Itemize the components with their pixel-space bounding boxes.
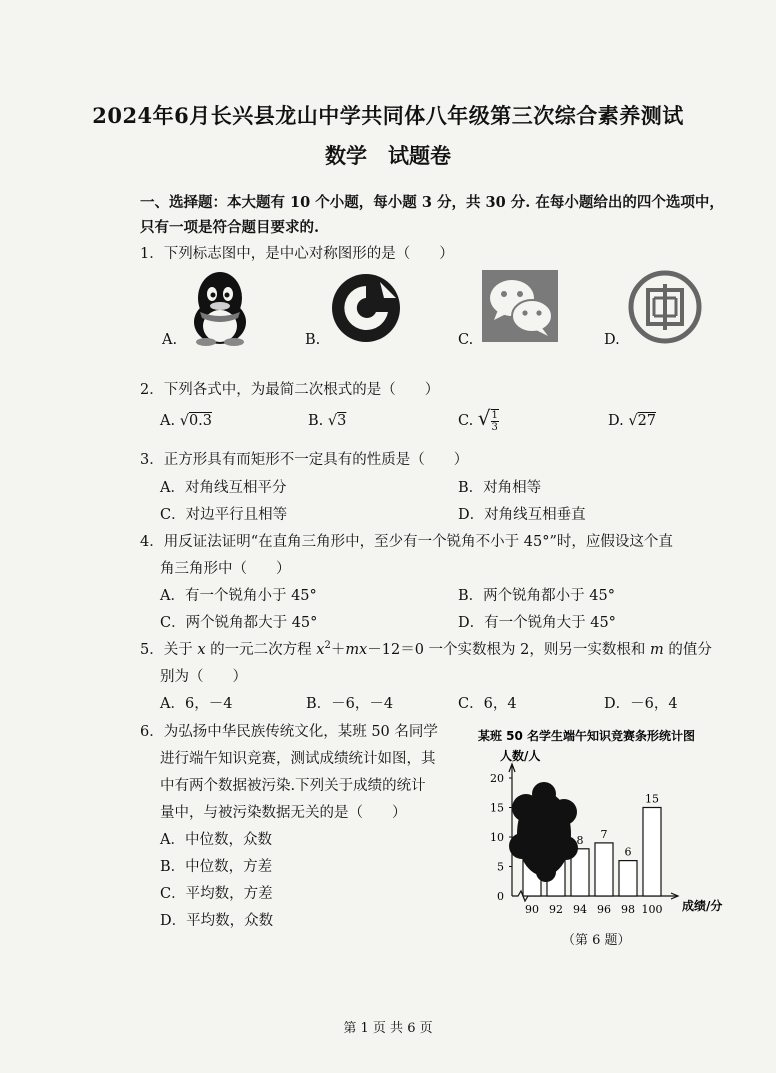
q5-text: 5．关于 xyxy=(140,642,198,658)
q3-option-b: B．对角相等 xyxy=(458,480,542,496)
x-tick-label: 94 xyxy=(573,903,587,916)
q4-option-a: A．有一个锐角小于 45° xyxy=(160,588,317,604)
q5-var-m: m xyxy=(649,642,664,658)
q3-stem: 3．正方形具有而矩形不一定具有的性质是（ ） xyxy=(140,452,469,468)
x-tick-label: 92 xyxy=(549,903,563,916)
page-footer: 第 1 页 共 6 页 xyxy=(343,1021,433,1036)
q2-a-label: A. xyxy=(160,413,176,429)
q6-option-a: A．中位数，众数 xyxy=(160,832,272,848)
q2-stem: 2．下列各式中，为最简二次根式的是（ ） xyxy=(140,382,440,398)
q2-b-radicand: 3 xyxy=(337,413,347,429)
q5-stem-line2: 别为（ ） xyxy=(160,669,247,685)
q5-eq-exponent: 2 xyxy=(324,640,331,652)
q2-option-c xyxy=(458,406,499,433)
penguin-icon xyxy=(186,270,254,346)
q1-stem: 1．下列标志图中，是中心对称图形的是（ ） xyxy=(140,246,454,262)
q2-c-den: 3 xyxy=(491,422,498,433)
bar-data-label: 6 xyxy=(624,845,632,859)
chart-x-label: 成绩/分 xyxy=(682,899,723,913)
q1-option-c-label: C. xyxy=(458,332,474,348)
q2-c-label: C. xyxy=(458,413,474,429)
q6-option-b: B．中位数，方差 xyxy=(160,859,273,875)
q5-text: 的值分 xyxy=(663,642,712,658)
q5-option-c: C．6，4 xyxy=(458,696,517,712)
q2-b-label: B. xyxy=(308,413,324,429)
sqrt-symbol: √ xyxy=(327,413,338,429)
q2-c-fraction xyxy=(491,409,499,433)
ink-blot xyxy=(509,833,535,859)
q5-option-d: D．－6，4 xyxy=(604,696,678,712)
q5-text: 的一元二次方程 xyxy=(205,642,317,658)
q2-c-num: 1 xyxy=(491,410,498,421)
exam-subtitle: 数学 试题卷 xyxy=(325,143,451,168)
q5-eq-mx: mx xyxy=(345,642,368,658)
ink-blot xyxy=(532,782,556,806)
chart-ticks xyxy=(490,772,512,903)
bank-c-logo-icon xyxy=(330,272,402,344)
q6-figure-caption: （第 6 题） xyxy=(562,933,631,948)
q6-option-c: C．平均数，方差 xyxy=(160,886,273,902)
q4-option-b: B．两个锐角都小于 45° xyxy=(458,588,615,604)
q4-stem-line2: 角三角形中（ ） xyxy=(160,561,291,577)
q5-option-a: A．6，－4 xyxy=(160,696,233,712)
x-tick-label: 98 xyxy=(621,903,635,916)
q2-d-label: D. xyxy=(608,413,624,429)
q6-stem-line1: 6．为弘扬中华民族传统文化，某班 50 名同学 xyxy=(140,724,438,740)
q6-stem-line2: 进行端午知识竞赛，测试成绩统计如图，其 xyxy=(160,751,436,767)
section-heading-line1: 一、选择题：本大题有 10 个小题，每小题 3 分，共 30 分. 在每小题给出的四个选项中， xyxy=(140,194,724,211)
sqrt-symbol: √ xyxy=(179,413,189,429)
q4-stem-line1: 4．用反证法证明“在直角三角形中，至少有一个锐角不小于 45°”时，应假设这个直 xyxy=(140,534,673,550)
section-heading-line2: 只有一项是符合题目要求的. xyxy=(140,219,320,236)
q1-option-d-label: D. xyxy=(604,332,620,348)
bar-96 xyxy=(595,843,613,896)
ink-blot xyxy=(554,836,578,860)
bar-data-label: 7 xyxy=(600,827,608,841)
q2-d-radicand: 27 xyxy=(637,413,657,429)
chart-x-tick-labels xyxy=(525,903,663,916)
q4-option-c: C．两个锐角都大于 45° xyxy=(160,615,318,631)
q5-stem-line1 xyxy=(140,638,712,659)
x-tick-label: 96 xyxy=(597,903,611,916)
q4-option-d: D．有一个锐角大于 45° xyxy=(458,615,616,631)
q3-option-a: A．对角线互相平分 xyxy=(160,480,287,496)
y-tick-label: 0 xyxy=(497,890,504,903)
chat-bubbles-icon xyxy=(482,270,558,342)
bank-seal-icon xyxy=(628,270,702,344)
ink-blot xyxy=(536,862,556,882)
q1-option-b-label: B. xyxy=(305,332,321,348)
q6-option-d: D．平均数，众数 xyxy=(160,913,274,929)
q2-a-radicand: 0.3 xyxy=(188,413,213,429)
sqrt-symbol: √ xyxy=(477,406,491,430)
q5-text: －12＝0 一个实数根为 2，则另一实数根和 xyxy=(367,642,650,658)
y-tick-label: 20 xyxy=(490,772,504,785)
bar-98 xyxy=(619,861,637,896)
bar-100 xyxy=(643,808,661,897)
y-tick-label: 15 xyxy=(490,801,504,815)
q3-option-d: D．对角线互相垂直 xyxy=(458,507,586,523)
bar-data-label: 15 xyxy=(645,792,659,806)
sqrt-symbol: √ xyxy=(628,413,638,429)
q5-eq-x: x xyxy=(316,642,325,658)
q3-option-c: C．对边平行且相等 xyxy=(160,507,288,523)
q2-option-a xyxy=(160,413,212,429)
q6-stem-line3: 中有两个数据被污染.下列关于成绩的统计 xyxy=(160,778,426,794)
bar-data-label: 8 xyxy=(576,833,584,847)
score-bar-chart xyxy=(470,722,730,952)
ink-blot xyxy=(551,799,577,825)
x-tick-label: 90 xyxy=(525,903,539,916)
q1-option-a-label: A. xyxy=(162,332,178,348)
q5-var-x: x xyxy=(197,642,206,658)
y-tick-label: 5 xyxy=(497,860,504,874)
q2-option-b xyxy=(308,413,346,429)
y-tick-label: 10 xyxy=(490,831,504,844)
q5-text: ＋ xyxy=(330,642,346,658)
exam-title: 2024年6月长兴县龙山中学共同体八年级第三次综合素养测试 xyxy=(92,103,684,128)
chart-y-label: 人数/人 xyxy=(500,749,541,763)
q5-option-b: B．－6，－4 xyxy=(306,696,394,712)
chart-title: 某班 50 名学生端午知识竞赛条形统计图 xyxy=(478,729,696,743)
chart-bars xyxy=(509,782,661,896)
q6-stem-line4: 量中，与被污染数据无关的是（ ） xyxy=(160,805,407,821)
x-tick-label: 100 xyxy=(641,903,663,916)
q2-option-d xyxy=(608,413,656,429)
